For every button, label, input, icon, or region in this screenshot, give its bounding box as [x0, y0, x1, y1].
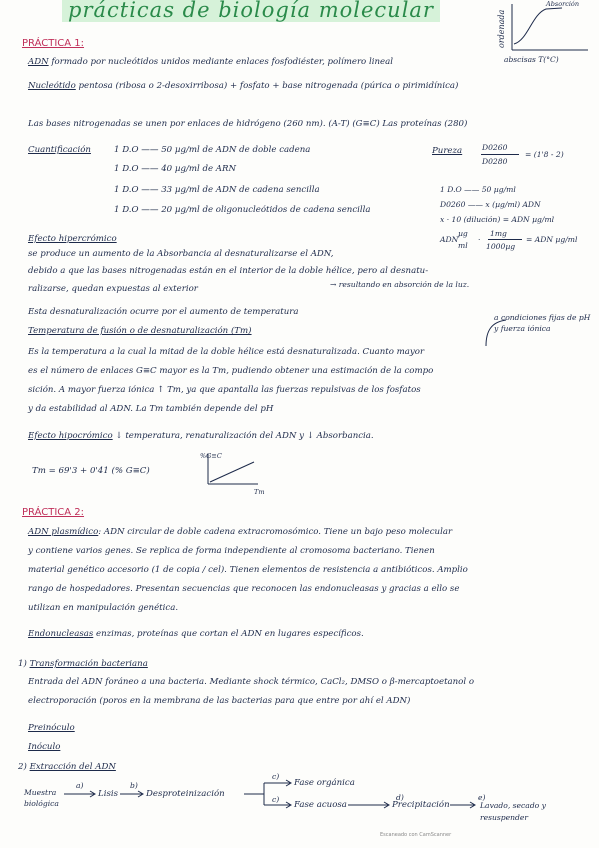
section-1-num: 1)	[18, 659, 27, 669]
calc-result: = ADN µg/ml	[526, 235, 578, 244]
calc-unit-bot: ml	[458, 241, 468, 250]
bases-text: Las bases nitrogenadas se unen por enlaces de hidrógeno (260 nm). (A-T) (G≡C) Las proteínas (280)	[28, 119, 468, 129]
practica-2-heading: PRÁCTICA 2:	[22, 507, 85, 518]
s1-line: Entrada del ADN foráneo a una bacteria. Mediante shock térmico, CaCl₂, DMSO o β-mercaptoetanol o	[28, 677, 475, 687]
adn-def: formado por nucleótidos unidos mediante enlaces fosfodiéster, polímero lineal	[51, 57, 393, 67]
pureza-frac-bar	[481, 154, 519, 155]
calc-frac-bar	[488, 239, 522, 240]
page-title: prácticas de biología molecular	[62, 0, 440, 22]
cuant-line: 1 D.O —— 33 µg/ml de ADN de cadena sencilla	[114, 185, 320, 195]
flow-mark: a)	[76, 781, 84, 790]
nucleotido-definition	[28, 81, 458, 92]
flow-mark: e)	[478, 793, 486, 802]
calc-line: D0260 —— x (µg/ml) ADN	[440, 200, 541, 209]
flow-mark: c)	[272, 772, 280, 781]
efecto-line: debido a que las bases nitrogenadas están en el interior de la doble hélice, pero al desnatu-	[28, 266, 429, 276]
section-1-heading	[18, 659, 148, 670]
resultando-note: → resultando en absorción de la luz.	[330, 280, 470, 289]
hipocromico-def: ↓ temperatura, renaturalización del ADN y ↓ Absorbancia.	[115, 431, 374, 441]
graph-curve-label: Absorción	[546, 0, 580, 8]
tm-line: sición. A mayor fuerza iónica ↑ Tm, ya que apantalla las fuerzas repulsivas de los fosfatos	[28, 385, 421, 395]
cuantificacion-term: Cuantificación	[28, 145, 91, 155]
pureza-frac-top: D0260	[482, 143, 508, 152]
s1-line: electroporación (poros en la membrana de las bacterias para que entre por ahí el ADN)	[28, 696, 411, 706]
plasmid-line: material genético accesorio (1 de copia / cel). Tienen elementos de resistencia a antibióticos. Amplio	[28, 565, 468, 575]
plasmid-line-0	[28, 527, 452, 538]
tm-formula: Tm = 69'3 + 0'41 (% G≡C)	[32, 466, 150, 476]
calc-mid-bot: 1000µg	[486, 242, 516, 251]
efecto-line: Esta desnaturalización ocurre por el aumento de temperatura	[28, 307, 299, 317]
endonucleasas	[28, 629, 364, 640]
scanner-watermark: Escaneado con CamScanner	[380, 832, 452, 838]
flow-step-lisis: Lisis	[98, 789, 119, 799]
plasmid-def: : ADN circular de doble cadena extracromosómico. Tiene un bajo peso molecular	[98, 527, 453, 537]
calc-last-lhs: ADN	[440, 235, 459, 244]
calc-line: 1 D.O —— 50 µg/ml	[440, 185, 516, 194]
flow-step-fase-acuosa: Fase acuosa	[294, 800, 347, 810]
calc-mid-top: 1mg	[490, 229, 507, 238]
section-2-heading	[18, 762, 116, 773]
flow-step-desproteinizacion: Desproteinización	[146, 789, 225, 799]
nucleotido-def: pentosa (ribosa o 2-desoxirribosa) + fosfato + base nitrogenada (púrica o pirimidínica)	[78, 81, 459, 91]
small-graph-x: Tm	[254, 488, 265, 496]
absorbance-graph	[482, 0, 592, 70]
endonucleasas-term: Endonucleasas	[28, 629, 94, 639]
adn-term: ADN	[28, 57, 49, 67]
tm-gc-graph	[196, 448, 276, 498]
practica-1-heading: PRÁCTICA 1:	[22, 38, 85, 49]
graph-xlabel: abscisas T(°C)	[504, 55, 559, 64]
flow-start-b: biológica	[24, 799, 59, 808]
flow-mark: b)	[130, 781, 138, 790]
flow-mark: d)	[396, 793, 404, 802]
efecto-line: ralizarse, quedan expuestas al exterior	[28, 284, 198, 294]
flow-step-lavado: Lavado, secado y resuspender	[480, 801, 546, 822]
notes-page: prácticas de biología molecular ordenada Absorción abscisas T(°C) PRÁCTICA 1: ADN formado por nucleótidos unidos mediante enlaces fosfodiéster, polímero lineal Nucleótido pentosa (ribosa o 2-desoxirribosa) + fosfato + base nitrogenada (púrica o pirimidínica) Las bases nitrogenadas se unen por enlaces de hidrógeno (260 nm). (A-T) (G≡C) Las proteínas (280) Cuantificación 1 D.O —— 50 µg/ml de ADN de doble cadena 1 D.O —— 40 µg/ml de ARN 1 D.O —— 33 µg/ml de ADN de cadena sencilla 1 D.O —— 20 µg/ml de oligonucleótidos de cadena sencilla Pureza D0260 D0280 = (1'8 - 2) 1 D.O —— 50 µg/ml D0260 —— x (µg/ml) ADN x · 10 (dilución) = ADN µg/ml ADN µg ml · 1mg 1000µg = ADN µg/ml Efecto hipercrómico se produce un aumento de la Absorbancia al desnaturalizarse el ADN, debido a que las bases nitrogenadas están en el interior de la doble hélice, pero al desnatu- ralizarse, quedan expuestas al exterior → resultando en absorción de la luz. Esta desnaturalización ocurre por el aumento de temperatura Temperatura de fusión o de desnaturalización (Tm) a condiciones fijas de pH y fuerza iónica Es la temperatura a la cual la mitad de la doble hélice está desnaturalizada. Cuanto mayor es el número de enlaces G≡C mayor es la Tm, pudiendo obtener una estimación de la compo sición. A mayor fuerza iónica ↑ Tm, ya que apantalla las fuerzas repulsivas de los fosfatos y da estabilidad al ADN. La Tm también depende del pH Efecto hipocrómico ↓ temperatura, renaturalización del ADN y ↓ Absorbancia. Tm = 69'3 + 0'41 (% G≡C) %G≡C Tm PRÁCTICA 2: ADN plasmídico: ADN circular de doble cadena extracromosómico. Tiene un bajo peso molecular y contiene varios genes. Se replica de forma independiente al cromosoma bacteriano. Tienen material genético accesorio (1 de copia / cel). Tienen elementos de resistencia a antibióticos. Amplio rango de hospedadores. Presentan secuencias que reconocen las endonucleasas y gracias a ello se utilizan en manipulación genética. Endonucleasas enzimas, proteínas que cortan el ADN en lugares específicos. 1) Transformación bacteriana Entrada del ADN foráneo a una bacteria. Mediante shock térmico, CaCl₂, DMSO o β-mercaptoetanol o electroporación (poros en la membrana de las bacterias para que entre por ahí el ADN) Preinóculo Inóculo 2) Extracción del ADN Muestra biológica a) Lisis b) Desproteinización c) Fase orgánica c) Fase acuosa d) Precipitación e) Lavado, secado y resuspender Escaneado con CamScanner	[0, 0, 599, 848]
flow-step-precipitacion: Precipitación	[392, 800, 450, 810]
tm-line: y da estabilidad al ADN. La Tm también depende del pH	[28, 404, 274, 414]
tm-side-arrow	[482, 316, 512, 350]
adn-definition	[28, 57, 393, 68]
section-1-term: Transformación bacteriana	[29, 659, 148, 669]
flow-step-fase-organica: Fase orgánica	[294, 778, 355, 788]
cuant-line: 1 D.O —— 40 µg/ml de ARN	[114, 164, 237, 174]
cuant-line: 1 D.O —— 20 µg/ml de oligonucleótidos de cadena sencilla	[114, 205, 371, 215]
pureza-value: = (1'8 - 2)	[525, 150, 564, 159]
tm-side-note: a condiciones fijas de pH y fuerza iónica	[494, 313, 591, 333]
plasmid-line: y contiene varios genes. Se replica de forma independiente al cromosoma bacteriano. Tienen	[28, 546, 435, 556]
small-graph-y: %G≡C	[200, 452, 222, 460]
section-2-term: Extracción del ADN	[29, 762, 116, 772]
flow-mark: c)	[272, 795, 280, 804]
calc-line: x · 10 (dilución) = ADN µg/ml	[440, 215, 555, 224]
endonucleasas-def: enzimas, proteínas que cortan el ADN en lugares específicos.	[96, 629, 364, 639]
efecto-line: se produce un aumento de la Absorbancia al desnaturalizarse el ADN,	[28, 249, 334, 259]
hipocromico-term: Efecto hipocrómico	[28, 431, 113, 441]
cuant-line: 1 D.O —— 50 µg/ml de ADN de doble cadena	[114, 145, 311, 155]
tm-line: es el número de enlaces G≡C mayor es la Tm, pudiendo obtener una estimación de la compo	[28, 366, 434, 376]
graph-ylabel: ordenada	[497, 9, 506, 48]
tm-line: Es la temperatura a la cual la mitad de la doble hélice está desnaturalizada. Cuanto mayor	[28, 347, 425, 357]
section-2-num: 2)	[18, 762, 27, 772]
pureza-frac-bot: D0280	[482, 157, 508, 166]
flow-start-a: Muestra	[24, 788, 57, 797]
nucleotido-term: Nucleótido	[28, 81, 76, 91]
plasmid-line: rango de hospedadores. Presentan secuencias que reconocen las endonucleasas y gracias a ello se	[28, 584, 460, 594]
pureza-term: Pureza	[432, 146, 463, 156]
plasmid-line: utilizan en manipulación genética.	[28, 603, 179, 613]
calc-unit-top: µg	[458, 229, 468, 238]
efecto-hipocromico	[28, 431, 374, 442]
inoculo: Inóculo	[28, 742, 61, 752]
efecto-hipercromico-term: Efecto hipercrómico	[28, 234, 117, 244]
tm-term: Temperatura de fusión o de desnaturalización (Tm)	[28, 326, 252, 336]
preinoculo: Preinóculo	[28, 723, 75, 733]
plasmid-term: ADN plasmídico	[28, 527, 99, 537]
